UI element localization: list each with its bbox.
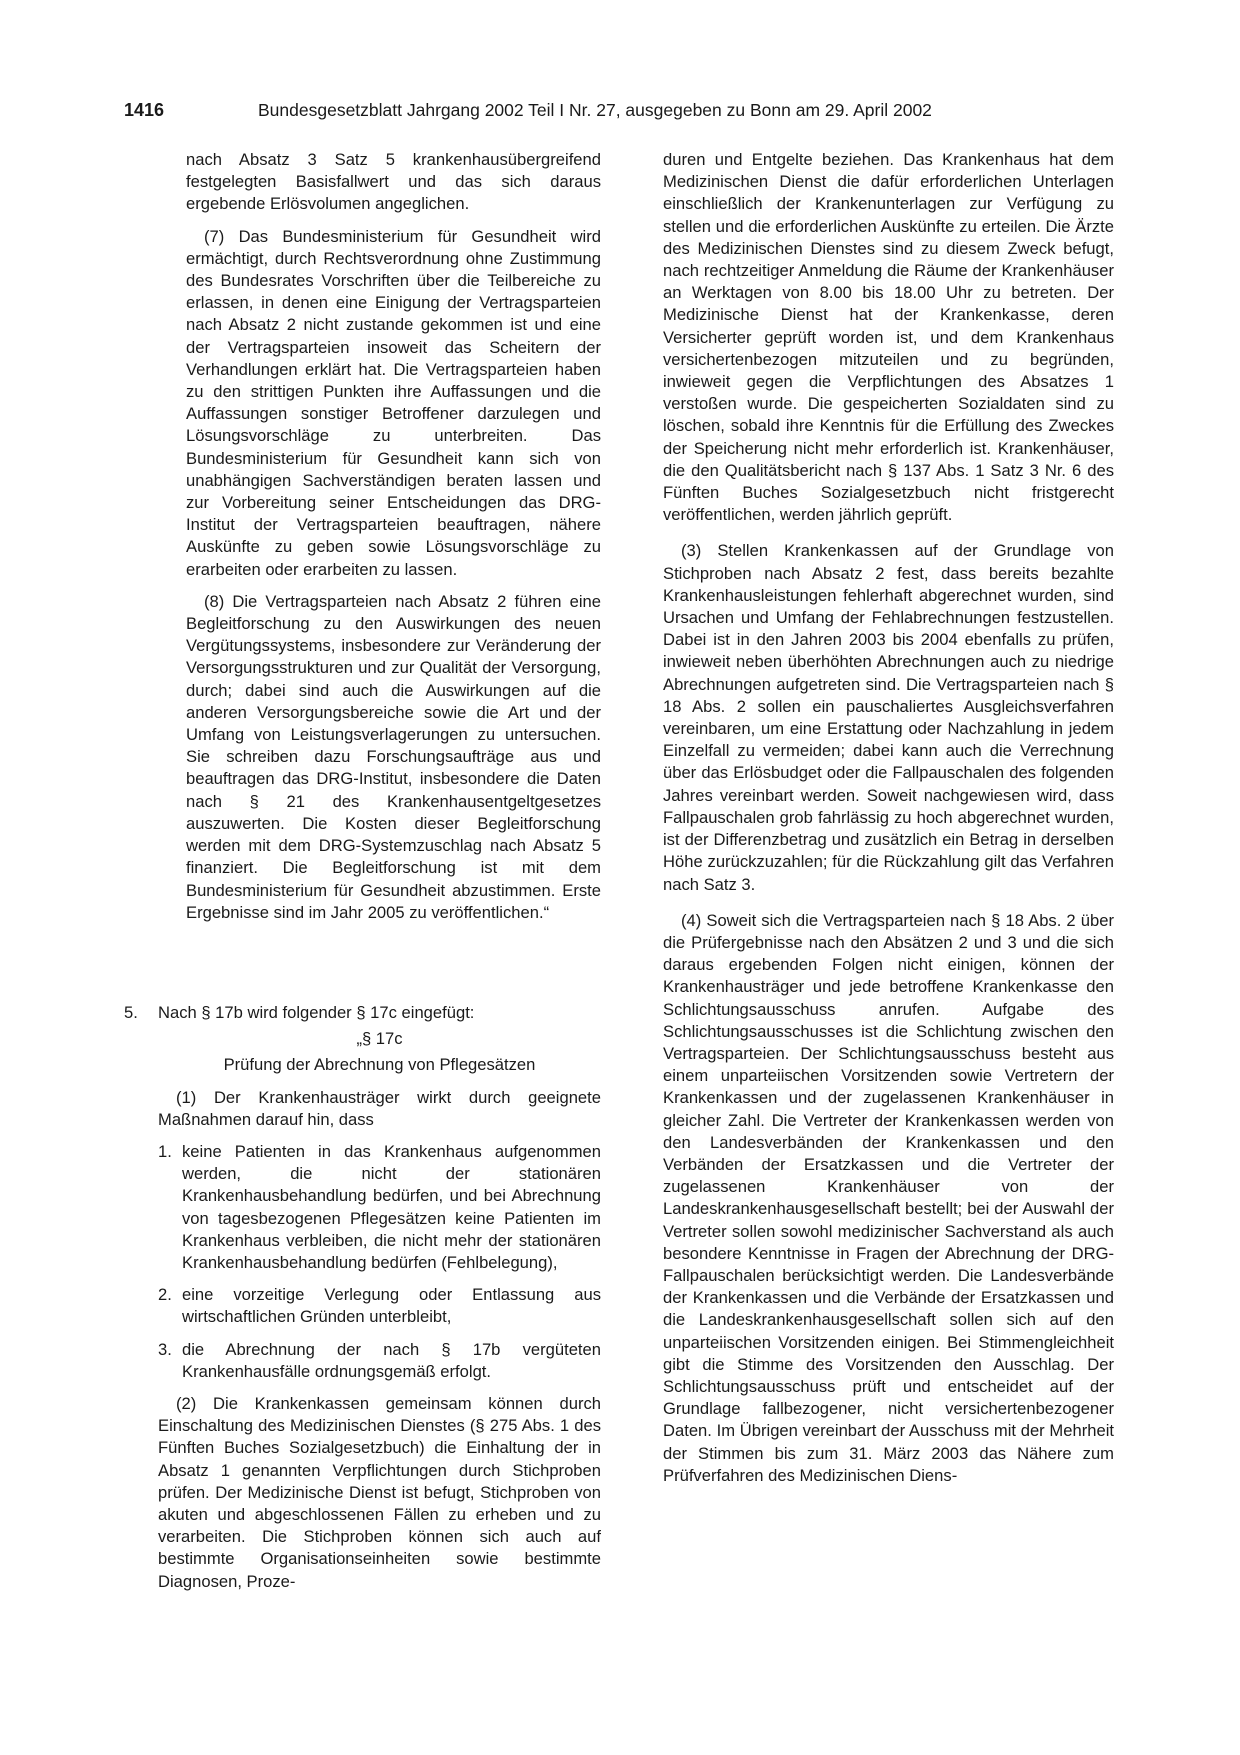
list-item — [158, 1284, 601, 1328]
numbered-list — [124, 1141, 601, 1383]
list-item-text: keine Patienten in das Krankenhaus aufgenommen werden, die nicht der stationären Krankenhausbehandlung bedürfen, und bei Abrechnung von tagesbezogenen Pflegesätzen keine Patienten im Krankenhaus verbleiben, die nicht mehr der stationären Krankenhausbehandlung bedürfen (Fehlbelegung), — [182, 1142, 601, 1273]
left-column-indented — [186, 149, 601, 924]
paragraph-1: (1) Der Krankenhausträger wirkt durch geeignete Maßnahmen darauf hin, dass — [158, 1087, 601, 1129]
item-5 — [124, 1002, 601, 1024]
page-header — [124, 100, 1114, 126]
paragraph-2: (2) Die Krankenkassen gemeinsam können durch Einschaltung des Medizinischen Dienstes (§ 275 Abs. 1 des Fünften Buches Sozialgesetzbuch) die Einhaltung der in Absatz 1 genannten Verpflichtungen durch Stichproben prüfen. Der Medizinische Dienst ist befugt, Stichproben von akuten und abgeschlossenen Fällen zu erheben und zu verarbeiten. Die Stichproben können sich auch auf bestimmte Organisationseinheiten sowie bestimmte Diagnosen, Proze- — [158, 1394, 601, 1591]
list-item-text: eine vorzeitige Verlegung oder Entlassung aus wirtschaftlichen Gründen unterbleibt, — [182, 1285, 601, 1327]
running-title: Bundesgesetzblatt Jahrgang 2002 Teil I Nr. 27, ausgegeben zu Bonn am 29. April 2002 — [258, 100, 932, 120]
list-item — [158, 1339, 601, 1383]
paragraph-2-continuation: duren und Entgelte beziehen. Das Krankenhaus hat dem Medizinischen Dienst die dafür erforderlichen Unterlagen einschließlich der Krankenunterlagen zur Verfügung zu stellen und die erforderlichen Auskünfte zu erteilen. Die Ärzte des Medizinischen Dienstes sind zu diesem Zweck befugt, nach rechtzeitiger Anmeldung die Räume der Krankenhäuser an Werktagen von 8.00 bis 18.00 Uhr zu betreten. Der Medizinische Dienst hat der Krankenkasse, deren Versicherter geprüft worden ist, und dem Krankenhaus versichertenbezogen mitzuteilen und zu begründen, inwieweit gegen die Verpflichtungen des Absatzes 1 verstoßen wurde. Die gespeicherten Sozialdaten sind zu löschen, sobald ihre Kenntnis für die Erfüllung des Zweckes der Speicherung nicht mehr erforderlich ist. Krankenhäuser, die den Qualitätsbericht nach § 137 Abs. 1 Satz 3 Nr. 6 des Fünften Buches Sozialgesetzbuch nicht fristgerecht veröffentlichen, werden jährlich geprüft. — [663, 150, 1114, 525]
right-column — [663, 149, 1114, 1487]
paragraph-8: (8) Die Vertragsparteien nach Absatz 2 führen eine Begleitforschung zu den Auswirkungen des neuen Vergütungssystems, insbesondere zur Veränderung der Versorgungsstrukturen und zur Qualität der Versorgung, durch; dabei sind auch die Auswirkungen auf die anderen Versorgungsbereiche sowie die Art und der Umfang von Leistungsverlagerungen zu untersuchen. Sie schreiben dazu Forschungsaufträge aus und beauftragen das DRG-Institut, insbesondere die Daten nach § 21 des Krankenhausentgeltgesetzes auszuwerten. Die Kosten dieser Begleitforschung werden mit dem DRG-Systemzuschlag nach Absatz 5 finanziert. Die Begleitforschung ist mit dem Bundesministerium für Gesundheit abzustimmen. Erste Ergebnisse sind im Jahr 2005 zu veröffentlichen.“ — [186, 591, 601, 922]
list-item-number: 3. — [158, 1339, 172, 1359]
paragraph-7: (7) Das Bundesministerium für Gesundheit wird ermächtigt, durch Rechtsverordnung ohne Zustimmung des Bundesrates Vorschriften über die Teilbereiche zu erlassen, in denen eine Einigung der Vertragsparteien nach Absatz 2 nicht zustande gekommen ist und eine der Vertragsparteien insoweit das Scheitern der Verhandlungen erklärt hat. Die Vertragsparteien haben zu den strittigen Punkten ihre Auffassungen und die Auffassungen sonstiger Betroffener darzulegen und Lösungsvorschläge zu unterbreiten. Das Bundesministerium für Gesundheit kann sich von unabhängigen Sachverständigen beraten lassen und zur Vorbereitung seiner Entscheidungen das DRG-Institut der Vertragsparteien beauftragen, nähere Auskünfte zu geben sowie Lösungsvorschläge zu erarbeiten oder erarbeiten zu lassen. — [186, 226, 601, 579]
list-item — [158, 1141, 601, 1274]
page-number: 1416 — [124, 100, 165, 120]
list-item-text: die Abrechnung der nach § 17b vergüteten Krankenhausfälle ordnungsgemäß erfolgt. — [182, 1339, 601, 1381]
paragraph-4: (4) Soweit sich die Vertragsparteien nach § 18 Abs. 2 über die Prüfergebnisse nach den Absätzen 2 und 3 und die sich daraus ergebenden Folgen nicht einigen, können der Krankenhausträger und jede betroffene Krankenkasse den Schlichtungsausschuss anrufen. Aufgabe des Schlichtungsausschusses ist die Schlichtung zwischen den Vertragsparteien. Der Schlichtungsausschuss besteht aus einem unparteiischen Vorsitzenden sowie Vertretern der Krankenkassen und der zugelassenen Krankenhäuser in gleicher Zahl. Die Vertreter der Krankenkassen werden von den Landesverbänden der Krankenkassen und den Verbänden der Ersatzkassen und die Vertreter der zugelassenen Krankenhäuser von der Landeskrankenhausgesellschaft bestellt; bei der Auswahl der Vertreter sollen sowohl medizinischer Sachverstand als auch besondere Kenntnisse in Fragen der Abrechnung der DRG-Fallpauschalen berücksichtigt werden. Die Landesverbände der Krankenkassen und die Verbände der Ersatzkassen und die Landeskrankenhausgesellschaft sollen sich auf den unparteiischen Vorsitzenden einigen. Bei Stimmengleichheit gibt die Stimme des Vorsitzenden den Ausschlag. Der Schlichtungsausschuss prüft und entscheidet auf der Grundlage fallbezogener, nicht versichertenbezogener Daten. Im Übrigen vereinbart der Ausschuss mit der Mehrheit der Stimmen bis zum 31. März 2003 das Nähere zum Prüfverfahren des Medizinischen Diens- — [663, 910, 1114, 1485]
item-5-text: Nach § 17b wird folgender § 17c eingefügt: — [158, 1003, 475, 1022]
list-item-number: 1. — [158, 1142, 172, 1162]
section-title: Prüfung der Abrechnung von Pflegesätzen — [223, 1055, 536, 1075]
paragraph-3: (3) Stellen Krankenkassen auf der Grundlage von Stichproben nach Absatz 2 fest, dass bereits bezahlte Krankenhausleistungen fehlerhaft abgerechnet wurden, sind Ursachen und Umfang der Fehlabrechnungen festzustellen. Dabei ist in den Jahren 2003 bis 2004 ebenfalls zu prüfen, inwieweit neben überhöhten Abrechnungen auch zu niedrige Abrechnungen aufgetreten sind. Die Vertragsparteien nach § 18 Abs. 2 sollen ein pauschaliertes Ausgleichsverfahren vereinbaren, um eine Erstattung oder Nachzahlung in jedem Einzelfall zu vermeiden; dabei kann auch die Verrechnung über das Erlösbudget oder die Fallpauschalen des folgenden Jahres vereinbart werden. Soweit nachgewiesen wird, dass Fallpauschalen grob fahrlässig zu hoch abgerechnet wurden, ist der Differenzbetrag und zusätzlich ein Betrag in derselben Höhe zurückzuzahlen; für die Rückzahlung gilt das Verfahren nach Satz 3. — [663, 541, 1114, 894]
left-column-section — [124, 1002, 601, 1593]
item-5-number: 5. — [124, 1003, 138, 1022]
section-heading: „§ 17c — [356, 1029, 403, 1049]
list-item-number: 2. — [158, 1285, 172, 1305]
paragraph-continuation: nach Absatz 3 Satz 5 krankenhausübergreifend festgelegten Basisfallwert und das sich daraus ergebende Erlösvolumen angeglichen. — [186, 150, 601, 214]
